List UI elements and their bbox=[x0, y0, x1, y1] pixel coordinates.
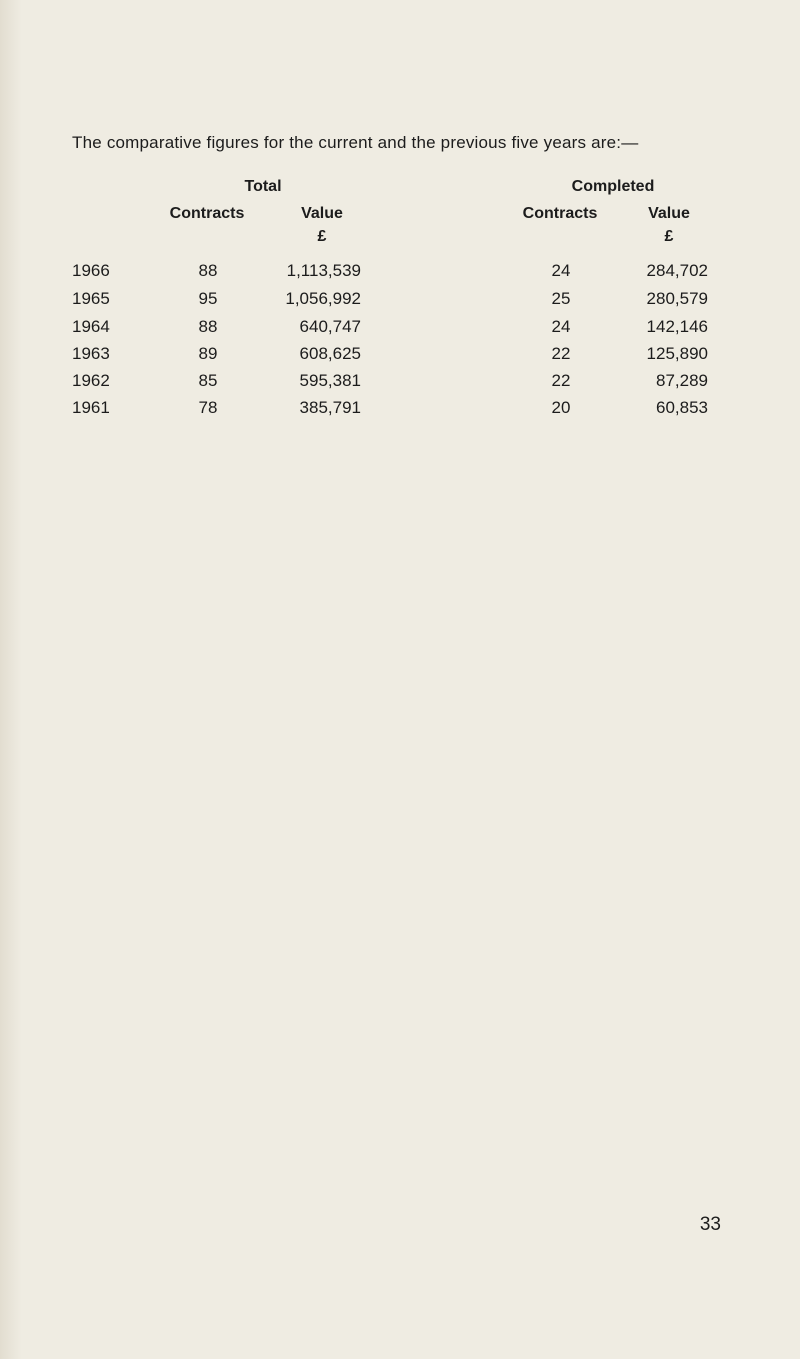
total-contracts-cell: 88 bbox=[198, 317, 218, 336]
header-total-value: Value bbox=[301, 205, 343, 222]
total-value-cell: 608,625 bbox=[299, 344, 361, 363]
year-cell: 1965 bbox=[72, 289, 110, 308]
total-value-cell: 595,381 bbox=[299, 371, 361, 390]
total-value-cell: 1,056,992 bbox=[285, 289, 361, 308]
header-total-value-currency: £ bbox=[317, 228, 327, 245]
completed-value-cell: 284,702 bbox=[646, 261, 708, 280]
completed-contracts-cell: 22 bbox=[551, 371, 571, 390]
year-cell: 1964 bbox=[72, 317, 110, 336]
header-completed: Completed bbox=[571, 178, 655, 195]
completed-contracts-cell: 24 bbox=[551, 261, 571, 280]
total-value-cell: 1,113,539 bbox=[286, 261, 361, 280]
total-contracts-cell: 85 bbox=[198, 371, 218, 390]
completed-value-cell: 87,289 bbox=[656, 371, 708, 390]
completed-contracts-cell: 22 bbox=[551, 344, 571, 363]
total-contracts-cell: 88 bbox=[198, 261, 218, 280]
header-total: Total bbox=[244, 178, 282, 195]
completed-contracts-cell: 20 bbox=[551, 398, 571, 417]
year-cell: 1962 bbox=[72, 371, 110, 390]
header-completed-value-currency: £ bbox=[664, 228, 674, 245]
total-value-cell: 385,791 bbox=[299, 398, 361, 417]
page-number: 33 bbox=[699, 1214, 721, 1235]
year-cell: 1961 bbox=[72, 398, 110, 417]
completed-value-cell: 60,853 bbox=[656, 398, 708, 417]
completed-contracts-cell: 25 bbox=[551, 289, 571, 308]
header-completed-contracts: Contracts bbox=[522, 205, 598, 222]
completed-contracts-cell: 24 bbox=[551, 317, 571, 336]
completed-value-cell: 280,579 bbox=[646, 289, 708, 308]
completed-value-cell: 125,890 bbox=[646, 344, 708, 363]
header-total-contracts: Contracts bbox=[169, 205, 245, 222]
page-edge-shadow bbox=[0, 0, 22, 1359]
total-contracts-cell: 78 bbox=[198, 398, 218, 417]
total-contracts-cell: 89 bbox=[198, 344, 218, 363]
completed-value-cell: 142,146 bbox=[646, 317, 708, 336]
year-cell: 1963 bbox=[72, 344, 110, 363]
total-contracts-cell: 95 bbox=[198, 289, 218, 308]
intro-text: The comparative figures for the current and the previous five years are:— bbox=[72, 133, 639, 152]
header-completed-value: Value bbox=[648, 205, 690, 222]
total-value-cell: 640,747 bbox=[299, 317, 361, 336]
year-cell: 1966 bbox=[72, 261, 110, 280]
